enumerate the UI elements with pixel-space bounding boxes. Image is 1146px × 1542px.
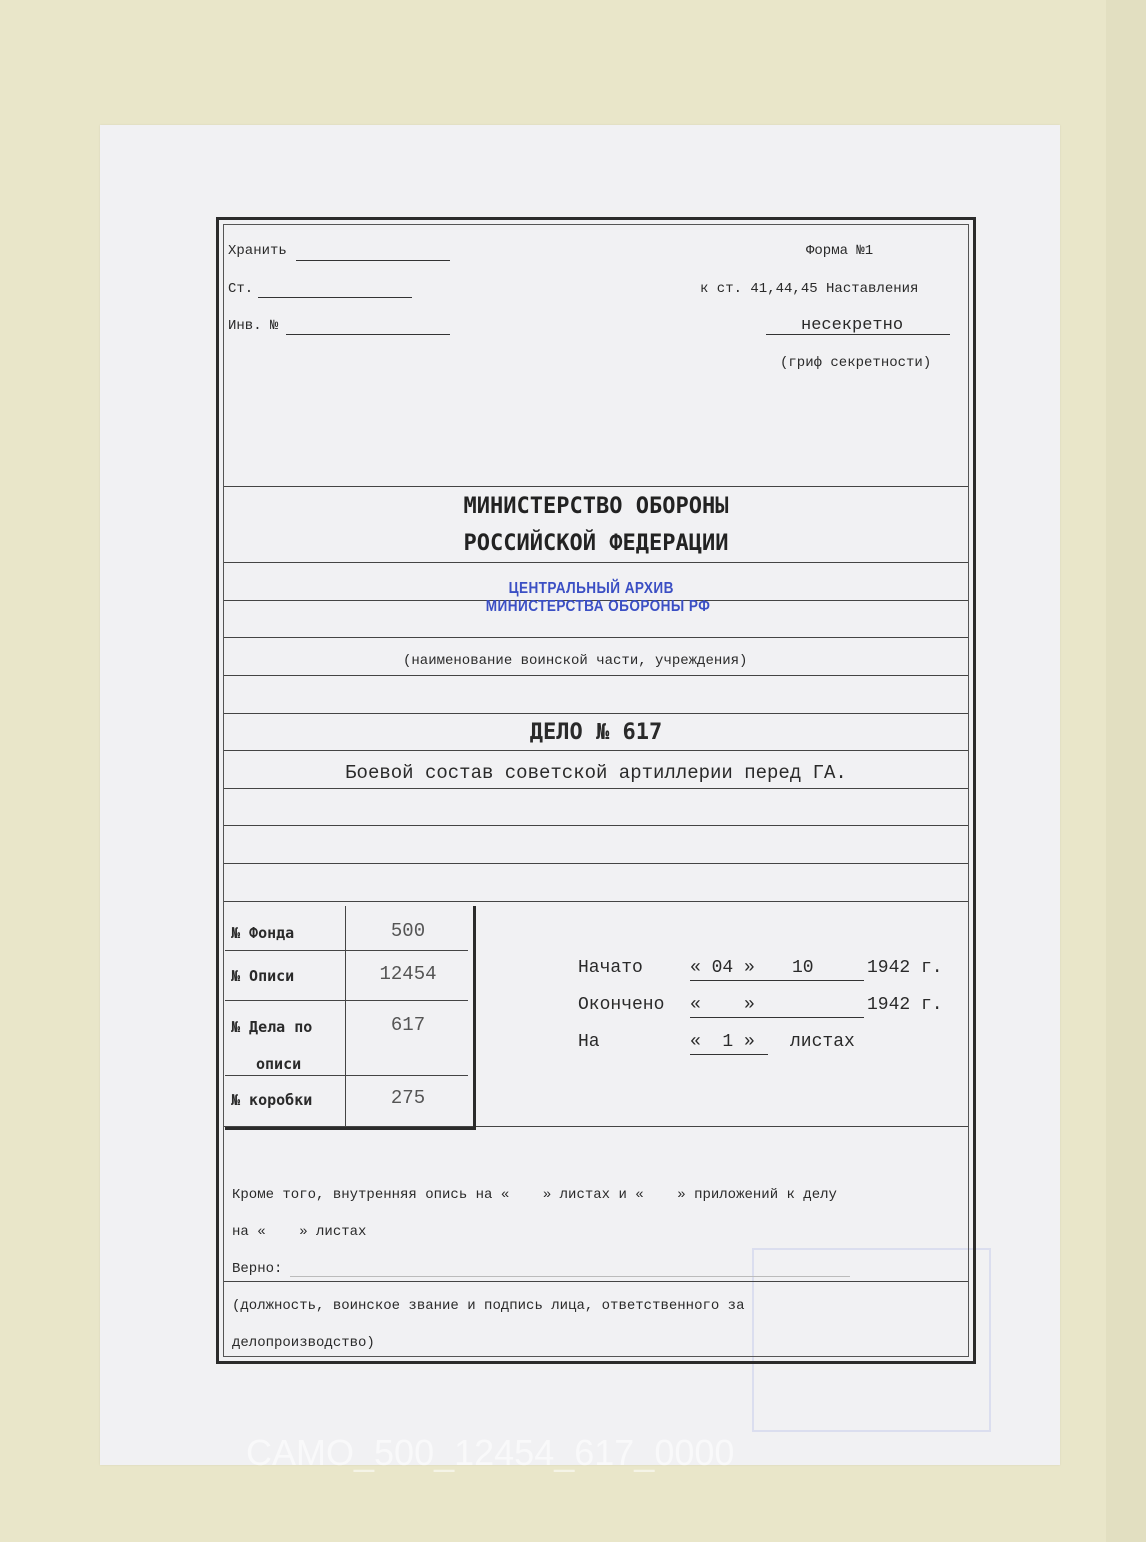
rule-1 — [224, 486, 968, 487]
form-label: Форма №1 — [806, 243, 874, 259]
inv-field-line — [286, 334, 450, 335]
rule-13 — [224, 1281, 968, 1282]
opis-value: 12454 — [379, 963, 437, 985]
sheets-word: листах — [790, 1032, 855, 1052]
keep-label: Хранить — [228, 243, 287, 259]
rule-7 — [224, 750, 968, 751]
rule-4 — [224, 637, 968, 638]
rule-9 — [224, 825, 968, 826]
secrecy-value: несекретно — [801, 316, 904, 335]
rule-6 — [224, 713, 968, 714]
delo-value: 617 — [390, 1014, 426, 1036]
rule-8 — [224, 788, 968, 789]
responsible-line-2: делопроизводство) — [232, 1335, 375, 1351]
ended-label: Окончено — [578, 995, 665, 1015]
sheets-line-text: на « » листах — [232, 1224, 367, 1240]
st-field-line — [258, 297, 412, 298]
rule-10 — [224, 863, 968, 864]
inv-label: Инв. № — [228, 318, 279, 334]
keep-field-line — [296, 260, 450, 261]
responsible-line-1: (должность, воинское звание и подпись лица, ответственного за — [232, 1298, 745, 1314]
opis-label: № Описи — [231, 967, 295, 985]
rule-11 — [224, 901, 968, 902]
box-value: 275 — [390, 1087, 426, 1109]
ended-year: 1942 г. — [867, 995, 943, 1015]
registry-rule-2 — [225, 1000, 468, 1001]
verified-label: Верно: — [232, 1261, 283, 1277]
archive-stamp-line-2: МИНИСТЕРСТВА ОБОРОНЫ РФ — [485, 598, 711, 615]
file-code-watermark: CAMO_500_12454_617_0000 — [246, 1432, 735, 1473]
registry-rule-3 — [225, 1075, 468, 1076]
box-label: № коробки — [231, 1091, 313, 1109]
articles-label: к ст. 41,44,45 Наставления — [700, 281, 919, 297]
fond-value: 500 — [390, 920, 426, 942]
started-day: « 04 » — [690, 958, 755, 978]
folder-edge — [1106, 0, 1146, 1542]
started-line — [690, 980, 864, 981]
sheets-line — [690, 1054, 768, 1055]
verified-line — [290, 1276, 850, 1277]
started-year: 1942 г. — [867, 958, 943, 978]
ministry-line-2: РОССИЙСКОЙ ФЕДЕРАЦИИ — [463, 531, 729, 556]
st-label: Ст. — [228, 281, 254, 297]
secrecy-caption: (гриф секретности) — [780, 355, 932, 371]
started-month: 10 — [792, 958, 814, 978]
sheets-label: На — [578, 1032, 600, 1052]
rule-2 — [224, 562, 968, 563]
rule-5 — [224, 675, 968, 676]
inventory-line: Кроме того, внутренняя опись на « » листах и « » приложений к делу — [232, 1187, 837, 1203]
archive-stamp-line-1: ЦЕНТРАЛЬНЫЙ АРХИВ — [508, 580, 674, 597]
case-subject: Боевой состав советской артиллерии перед ГА. — [345, 762, 847, 784]
ended-day: « » — [690, 995, 755, 1015]
ended-line — [690, 1017, 864, 1018]
fond-label: № Фонда — [231, 924, 295, 942]
ministry-line-1: МИНИСТЕРСТВО ОБОРОНЫ — [463, 494, 729, 519]
sheets-count: « 1 » — [690, 1032, 755, 1052]
registry-rule-1 — [225, 950, 468, 951]
secrecy-line — [766, 334, 950, 335]
started-label: Начато — [578, 958, 643, 978]
unit-caption: (наименование воинской части, учреждения) — [403, 653, 748, 669]
delo-label-2: описи — [256, 1055, 302, 1073]
case-title: ДЕЛО № 617 — [529, 720, 663, 745]
delo-label-1: № Дела по — [231, 1018, 313, 1036]
